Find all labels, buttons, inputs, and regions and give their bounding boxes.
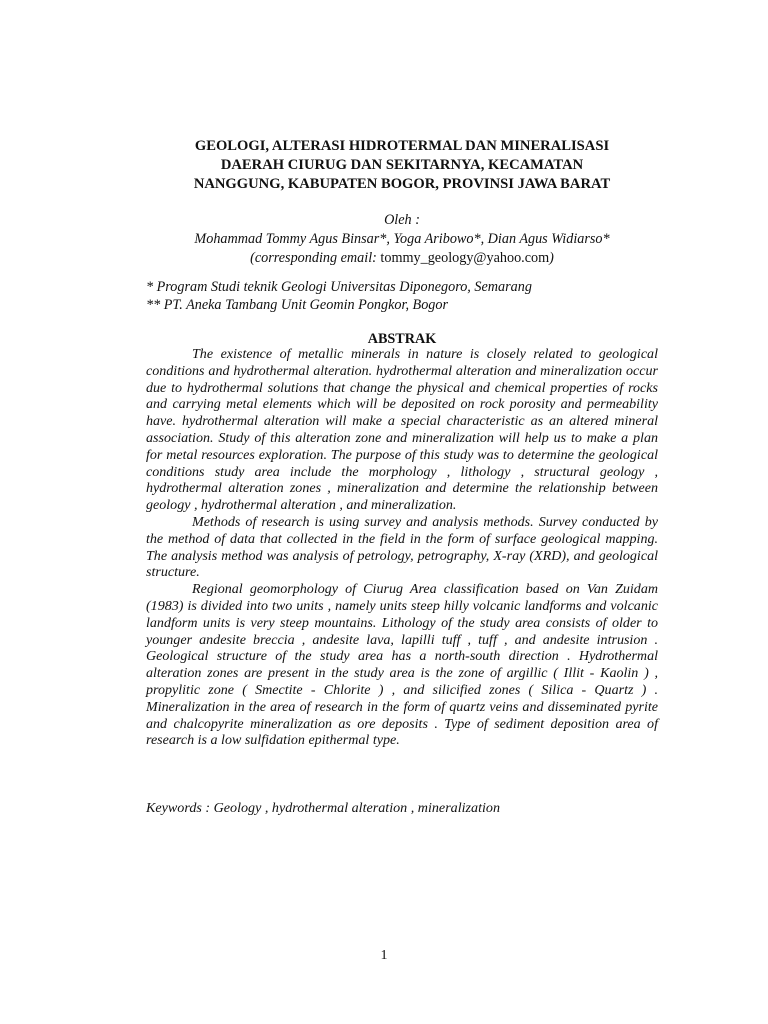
page-number: 1 xyxy=(380,948,388,963)
affiliation-2: ** PT. Aneka Tambang Unit Geomin Pongkor, Bogor xyxy=(146,297,449,313)
corresponding-close: ) xyxy=(549,250,554,266)
abstract-body xyxy=(146,346,658,749)
corresponding-email: tommy_geology@yahoo.com xyxy=(380,250,550,266)
corresponding-email-line xyxy=(146,249,658,268)
title-line: DAERAH CIURUG DAN SEKITARNYA, KECAMATAN xyxy=(220,157,584,173)
keywords: Keywords : Geology , hydrothermal alteration , mineralization xyxy=(146,800,501,816)
abstract-heading: ABSTRAK xyxy=(367,331,437,347)
affiliations xyxy=(146,278,658,314)
paper-title xyxy=(146,137,658,194)
affiliation-1: * Program Studi teknik Geologi Universitas Diponegoro, Semarang xyxy=(146,279,532,295)
title-line: NANGGUNG, KABUPATEN BOGOR, PROVINSI JAWA BARAT xyxy=(193,176,611,192)
author-block xyxy=(146,211,658,268)
author-list: Mohammad Tommy Agus Binsar*, Yoga Aribowo*, Dian Agus Widiarso* xyxy=(194,231,610,247)
byline: Oleh : xyxy=(384,212,420,228)
corresponding-label: (corresponding email: xyxy=(250,250,377,266)
abstract-paragraph: Methods of research is using survey and analysis methods. Survey conducted by the method of data that collected in the field in the form of surface geological mapping. The analysis method was analysis of petrology, petrography, X-ray (XRD), and geological structure. xyxy=(146,513,658,581)
abstract-paragraph: Regional geomorphology of Ciurug Area classification based on Van Zuidam (1983) is divided into two units , namely units steep hilly volcanic landforms and volcanic landform units is very steep mountains. Lithology of the study area consists of older to younger andesite breccia , andesite lava, lapilli tuff , tuff , and andesite intrusion . Geological structure of the study area has a north-south direction . Hydrothermal alteration zones are present in the study area is the zone of argillic ( Illit - Kaolin ) , propylitic zone ( Smectite - Chlorite ) , and silicified zones ( Silica - Quartz ) . Mineralization in the area of research in the form of quartz veins and disseminated pyrite and chalcopyrite mineralization as ore deposits . Type of sediment deposition area of research is a low sulfidation epithermal type. xyxy=(146,581,658,749)
abstract-paragraph: The existence of metallic minerals in nature is closely related to geological conditions and hydrothermal alteration. hydrothermal alteration and mineralization occur due to hydrothermal solutions that change the physical and chemical properties of rocks and carrying metal elements which will be deposited on rock porosity and permeability have. hydrothermal alteration will make a special characteristic as an altered mineral association. Study of this alteration zone and mineralization will help us to make a plan for metal resources exploration. The purpose of this study was to determine the geological conditions study area include the morphology , lithology , structural geology , hydrothermal alteration zones , mineralization and determine the relationship between geology , hydrothermal alteration , and mineralization. xyxy=(146,346,658,514)
title-line: GEOLOGI, ALTERASI HIDROTERMAL DAN MINERALISASI xyxy=(194,138,610,154)
